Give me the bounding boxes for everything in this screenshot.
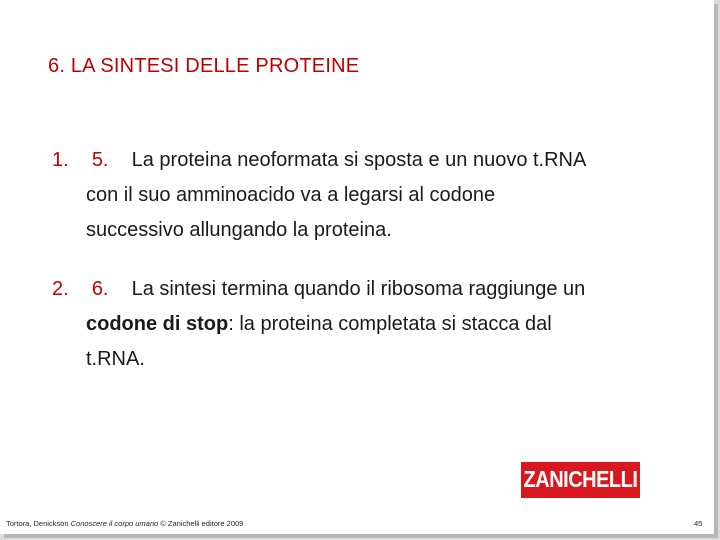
list-item-text: successivo allungando la proteina. (86, 219, 392, 241)
list-marker: 1. (52, 149, 69, 171)
logo-text: ZANICHELLI (523, 466, 638, 493)
list-item-first-line (52, 272, 692, 307)
footer-authors: Tortora, Denickson (6, 519, 69, 528)
step-number: 5. (91, 149, 109, 171)
slide-title: 6. LA SINTESI DELLE PROTEINE (48, 55, 360, 77)
list-item-text: La proteina neoformata si sposta e un nuovo t.RNA (131, 149, 587, 171)
list-item-text: La sintesi termina quando il ribosoma raggiunge un (131, 278, 586, 300)
list-item (52, 272, 692, 377)
list-item-first-line (52, 143, 692, 178)
step-number: 6. (91, 278, 109, 300)
footer-publisher: © Zanichelli editore 2009 (160, 519, 244, 528)
list-item-text: con il suo amminoacido va a legarsi al codone (86, 184, 496, 206)
list-item-text: : la proteina completata si stacca dal (228, 313, 552, 335)
list-item-text: t.RNA. (86, 348, 145, 370)
zanichelli-logo (521, 462, 640, 498)
list-marker: 2. (52, 278, 69, 300)
bold-term: codone di stop (86, 313, 229, 335)
list-item (52, 143, 692, 248)
list-item-text-line (52, 307, 692, 342)
footer-book-title: Conoscere il corpo umano (70, 519, 159, 528)
footer-credit (6, 519, 243, 528)
page-number: 45 (694, 519, 703, 528)
